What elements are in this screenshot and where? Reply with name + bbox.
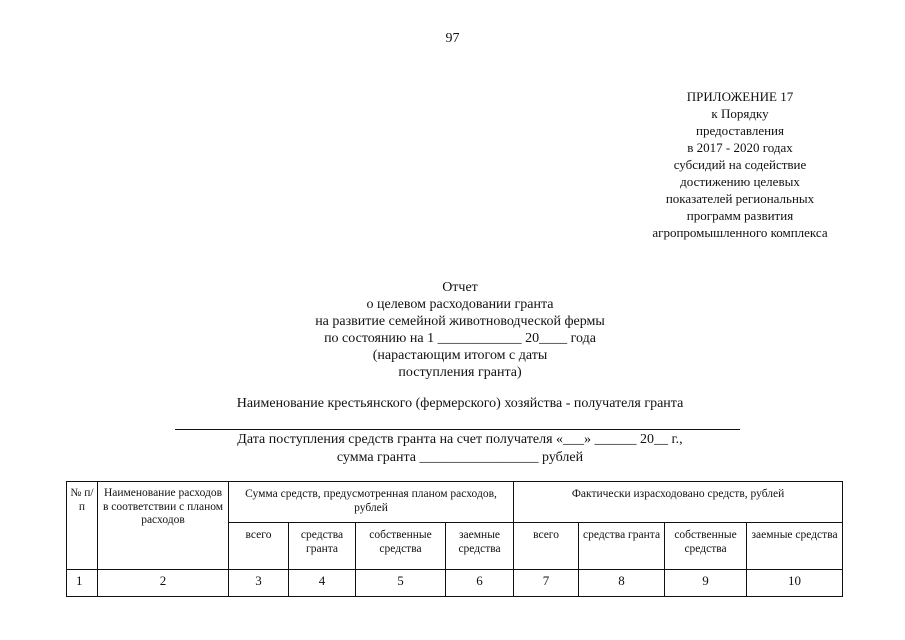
- grant-sum-line: сумма гранта _________________ рублей: [336, 450, 584, 465]
- appendix-line: программ развития: [686, 208, 794, 223]
- table-cell: 7: [514, 570, 579, 597]
- report-note: (нарастающим итогом с даты: [372, 348, 548, 363]
- grant-date-line: Дата поступления средств гранта на счет получателя «___» ______ 20__ г.,: [237, 432, 683, 447]
- table-cell: 6: [446, 570, 514, 597]
- farm-name-label: Наименование крестьянского (фермерского) хозяйства - получателя гранта: [236, 396, 684, 411]
- header-planned-grant: средства гранта: [289, 523, 356, 570]
- table-cell: 3: [229, 570, 289, 597]
- table-cell: 10: [747, 570, 843, 597]
- appendix-line: в 2017 - 2020 годах: [687, 140, 793, 155]
- report-subtitle: о целевом расходовании гранта: [366, 297, 554, 312]
- table-cell: 1: [67, 570, 98, 597]
- table-cell: 9: [665, 570, 747, 597]
- table-cell: 4: [289, 570, 356, 597]
- appendix-line: субсидий на содействие: [673, 157, 807, 172]
- header-planned-total: всего: [229, 523, 289, 570]
- report-date-line: по состоянию на 1 ____________ 20____ года: [324, 331, 596, 346]
- appendix-header: [600, 88, 880, 241]
- expense-report-table: [66, 481, 843, 597]
- report-title: Отчет: [442, 280, 478, 295]
- table-cell: 8: [579, 570, 665, 597]
- appendix-line: предоставления: [696, 123, 784, 138]
- header-actual-total: всего: [514, 523, 579, 570]
- header-number: № п/п: [67, 482, 98, 570]
- header-actual-borrowed: заемные средства: [747, 523, 843, 570]
- appendix-line: показателей региональных: [665, 191, 815, 206]
- report-title-block: [180, 279, 740, 381]
- appendix-line: агропромышленного комплекса: [652, 225, 828, 240]
- report-note: поступления гранта): [398, 365, 522, 380]
- header-planned-own: собственные средства: [356, 523, 446, 570]
- header-actual-own: собственные средства: [665, 523, 747, 570]
- table-numbering-row: [67, 570, 843, 597]
- table-cell: 5: [356, 570, 446, 597]
- header-expense-name: Наименование расходов в соответствии с планом расходов: [98, 482, 229, 570]
- header-planned-group: Сумма средств, предусмотренная планом расходов, рублей: [229, 482, 514, 523]
- header-actual-group: Фактически израсходовано средств, рублей: [514, 482, 843, 523]
- appendix-title: ПРИЛОЖЕНИЕ 17: [686, 89, 794, 104]
- farm-name-fill-line: [175, 429, 740, 430]
- report-subtitle: на развитие семейной животноводческой фермы: [315, 314, 605, 329]
- header-actual-grant: средства гранта: [579, 523, 665, 570]
- appendix-line: к Порядку: [711, 106, 769, 121]
- table-cell: 2: [98, 570, 229, 597]
- page-number: 97: [445, 31, 460, 46]
- header-planned-borrowed: заемные средства: [446, 523, 514, 570]
- table-header-row: [67, 482, 843, 523]
- appendix-line: достижению целевых: [680, 174, 800, 189]
